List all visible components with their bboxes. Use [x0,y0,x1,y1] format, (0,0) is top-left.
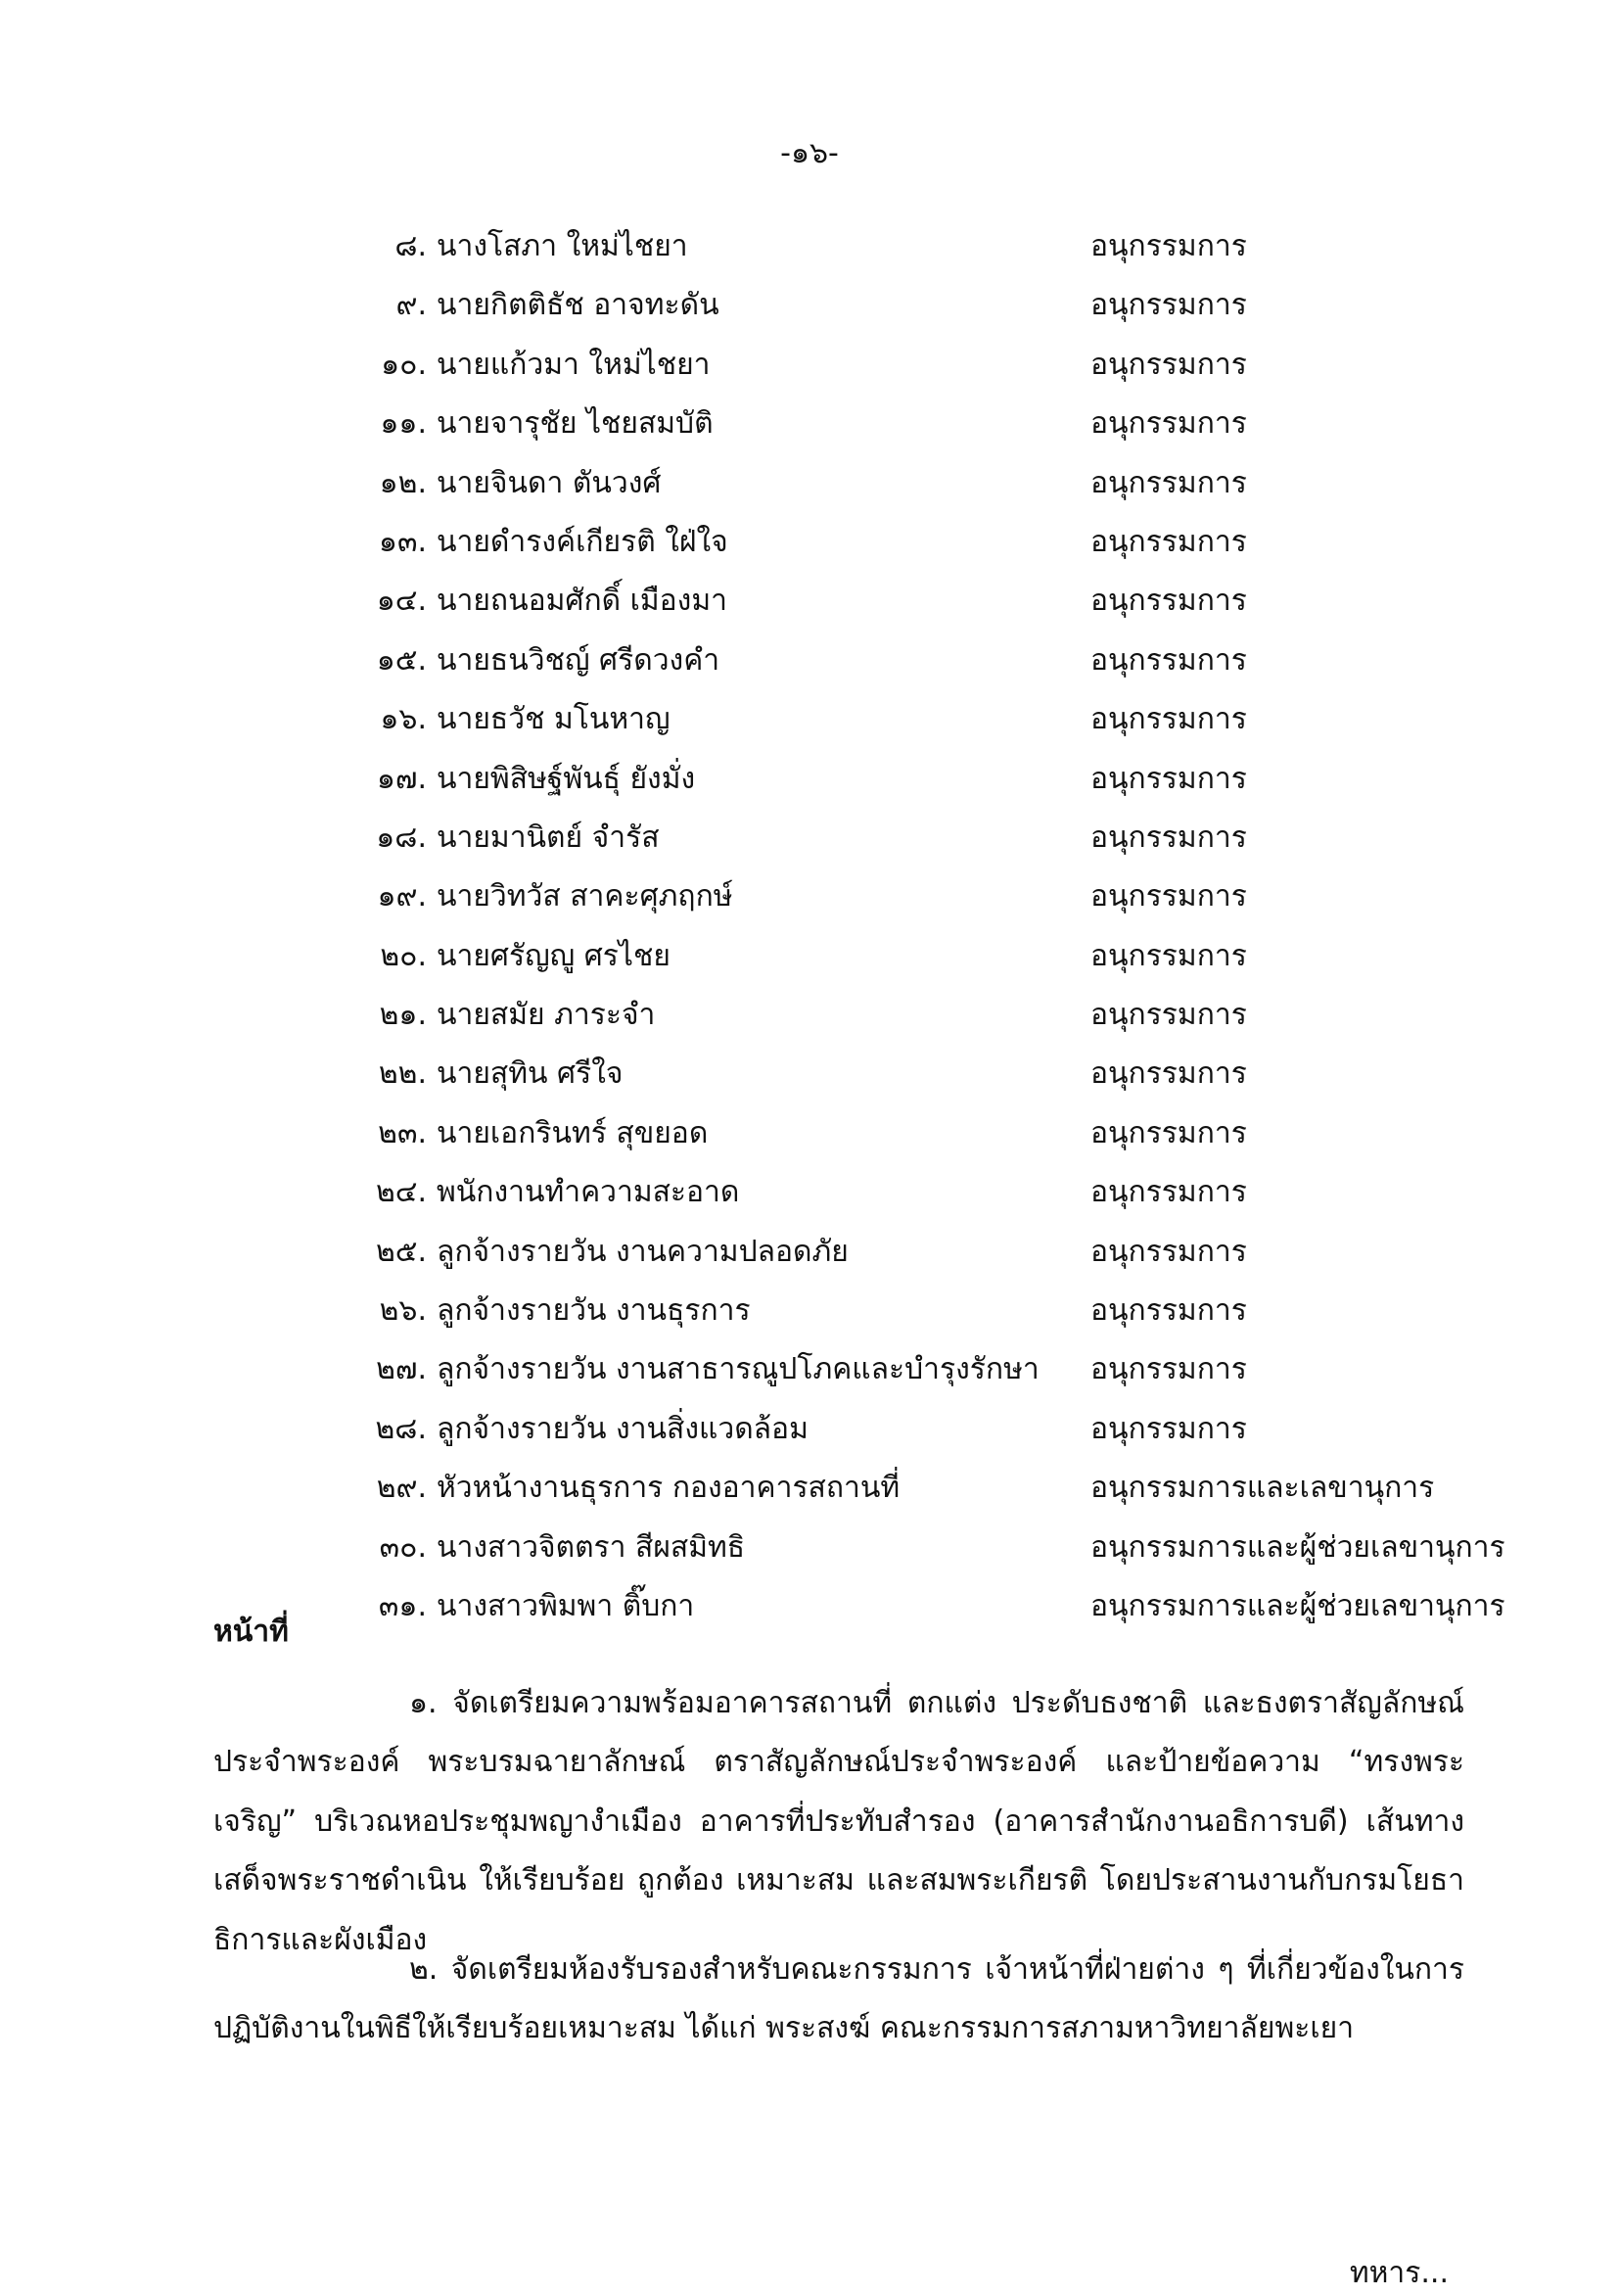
member-row [0,927,1619,986]
member-row [0,1400,1619,1459]
member-row [0,632,1619,690]
member-role: อนุกรรมการ [1090,288,1247,323]
member-row [0,1340,1619,1399]
member-name: นายถนอมศักดิ์ เมืองมา [437,584,727,619]
member-role: อนุกรรมการ [1090,465,1247,500]
member-row [0,513,1619,572]
member-role: อนุกรรมการ [1090,820,1247,855]
member-number: ๒๙. [376,1471,427,1506]
member-role: อนุกรรมการ [1090,1293,1247,1329]
member-row [0,336,1619,395]
member-row [0,1104,1619,1163]
member-row [0,217,1619,276]
member-row [0,1163,1619,1222]
member-row [0,395,1619,453]
member-name: หัวหน้างานธุรการ กองอาคารสถานที่ [437,1471,901,1506]
member-role: อนุกรรมการ [1090,879,1247,914]
member-name: นายธวัช มโนหาญ [437,702,671,737]
member-role: อนุกรรมการและเลขานุการ [1090,1471,1435,1506]
member-row [0,1282,1619,1340]
member-name: นายมานิตย์ จำรัส [437,820,660,855]
member-name: ลูกจ้างรายวัน งานธุรการ [437,1293,751,1329]
member-number: ๒๕. [375,1234,427,1269]
member-number: ๘. [394,229,427,263]
member-number: ๒๑. [379,998,427,1033]
member-row [0,1223,1619,1282]
member-number: ๑๙. [377,879,427,914]
member-row [0,690,1619,749]
member-name: นายศรัญญู ศรไชย [437,938,671,973]
member-role: อนุกรรมการ [1090,347,1247,382]
member-row [0,1459,1619,1518]
member-number: ๑๒. [379,465,427,500]
member-role: อนุกรรมการ [1090,1352,1247,1387]
member-name: นายกิตติธัช อาจทะดัน [437,288,719,323]
member-number: ๒๒. [378,1056,427,1092]
member-row [0,276,1619,335]
member-name: นายแก้วมา ใหม่ไชยา [437,347,711,382]
duty-paragraph-2: ๒. จัดเตรียมห้องรับรองสำหรับคณะกรรมการ เจ้าหน้าที่ฝ่ายต่าง ๆ ที่เกี่ยวข้องในการปฏิบัติงานในพิธีให้เรียบร้อยเหมาะสม ได้แก่ พระสงฆ์ คณะกรรมการสภามหาวิทยาลัยพะเยา [213,1952,1464,2046]
member-number: ๒๐. [380,938,427,973]
member-name: นายธนวิชญ์ ศรีดวงคำ [437,642,720,678]
member-row [0,454,1619,513]
member-role: อนุกรรมการ [1090,524,1247,559]
member-role: อนุกรรมการ [1090,1115,1247,1150]
member-row [0,986,1619,1045]
member-name: นายดำรงค์เกียรติ ใฝ่ใจ [437,524,728,559]
page-number: -๑๖- [780,136,839,170]
member-role: อนุกรรมการ [1090,1411,1247,1446]
member-name: นายเอกรินทร์ สุขยอด [437,1115,709,1150]
member-name: ลูกจ้างรายวัน งานสาธารณูปโภคและบำรุงรักษา [437,1352,1040,1387]
duties-heading: หน้าที่ [213,1615,289,1649]
member-name: นายสุทิน ศรีใจ [437,1056,624,1092]
member-name: นางสาวพิมพา ติ๊บกา [437,1588,695,1623]
member-role: อนุกรรมการและผู้ช่วยเลขานุการ [1090,1588,1505,1623]
member-name: นายพิสิษฐ์พันธุ์ ยังมั่ง [437,761,696,796]
member-row [0,750,1619,809]
member-number: ๑๓. [378,524,427,559]
member-number: ๑๔. [376,584,427,619]
member-name: นายจินดา ตันวงศ์ [437,465,662,500]
member-number: ๙. [395,288,427,323]
member-name: นายสมัย ภาระจำ [437,998,656,1033]
member-role: อนุกรรมการ [1090,998,1247,1033]
member-row [0,809,1619,867]
member-role: อนุกรรมการ [1090,1234,1247,1269]
member-row [0,1045,1619,1103]
member-row [0,867,1619,926]
member-role: อนุกรรมการ [1090,1175,1247,1210]
member-number: ๒๓. [378,1115,427,1150]
member-name: ลูกจ้างรายวัน งานสิ่งแวดล้อม [437,1411,809,1446]
member-number: ๑๕. [376,642,427,678]
member-role: อนุกรรมการและผู้ช่วยเลขานุการ [1090,1529,1505,1565]
member-name: พนักงานทำความสะอาด [437,1175,740,1210]
member-number: ๒๖. [379,1293,427,1329]
member-number: ๑๖. [380,702,427,737]
member-name: นายจารุชัย ไชยสมบัติ [437,406,714,442]
member-role: อนุกรรมการ [1090,229,1247,263]
member-number: ๒๗. [376,1352,427,1387]
member-role: อนุกรรมการ [1090,702,1247,737]
duty-paragraph-1: ๑. จัดเตรียมความพร้อมอาคารสถานที่ ตกแต่ง ประดับธงชาติ และธงตราสัญลักษณ์ประจำพระองค์ พระบรมฉายาลักษณ์ ตราสัญลักษณ์ประจำพระองค์ และป้ายข้อความ “ทรงพระเจริญ” บริเวณหอประชุมพญางำเมือง อาคารที่ประทับสำรอง (อาคารสำนักงานอธิการบดี) เส้นทางเสด็จพระราชดำเนิน ให้เรียบร้อย ถูกต้อง เหมาะสม และสมพระเกียรติ โดยประสานงานกับกรมโยธาธิการและผังเมือง [213,1686,1464,1957]
member-number: ๓๑. [378,1588,427,1623]
continuation-word: ทหาร... [1349,2256,1449,2290]
member-row [0,1519,1619,1577]
member-role: อนุกรรมการ [1090,761,1247,796]
member-role: อนุกรรมการ [1090,642,1247,678]
member-number: ๒๔. [375,1175,427,1210]
member-name: ลูกจ้างรายวัน งานความปลอดภัย [437,1234,849,1269]
member-number: ๑๐. [381,347,427,382]
member-role: อนุกรรมการ [1090,1056,1247,1092]
member-number: ๑๗. [376,761,427,796]
member-row [0,572,1619,631]
member-role: อนุกรรมการ [1090,406,1247,442]
member-number: ๑๘. [376,820,427,855]
member-name: นางสาวจิตตรา สีผสมิทธิ [437,1529,746,1565]
committee-member-list [0,217,1619,1636]
member-number: ๑๑. [380,406,427,442]
member-name: นางโสภา ใหม่ไชยา [437,229,688,263]
member-name: นายวิทวัส สาคะศุภฤกษ์ [437,879,733,914]
member-number: ๓๐. [379,1529,427,1565]
member-number: ๒๘. [375,1411,427,1446]
member-role: อนุกรรมการ [1090,584,1247,619]
member-role: อนุกรรมการ [1090,938,1247,973]
